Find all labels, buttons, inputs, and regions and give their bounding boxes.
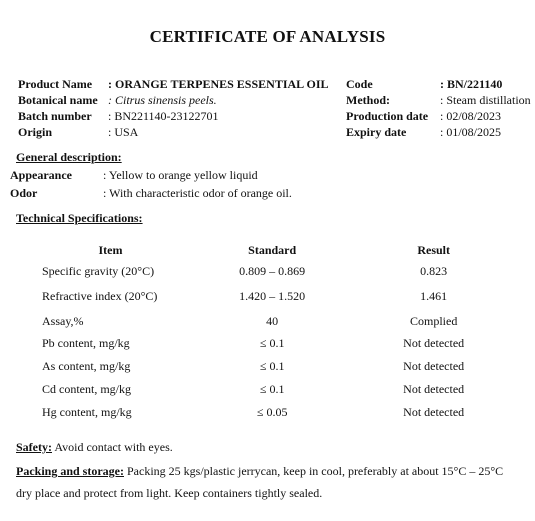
info-label: Batch number: [18, 109, 92, 123]
info-label: Method:: [346, 93, 390, 107]
info-value: : Citrus sinensis peels.: [108, 93, 217, 107]
safety-note: [16, 436, 521, 458]
header-result: Result: [417, 242, 450, 257]
cell-item: Hg content, mg/kg: [42, 404, 132, 419]
table-row: [32, 333, 512, 356]
cell-item: Refractive index (20°C): [42, 288, 158, 303]
info-label: Production date: [346, 109, 429, 123]
info-row-origin: [18, 124, 329, 140]
cell-standard: ≤ 0.1: [259, 336, 285, 351]
cell-item: As content, mg/kg: [42, 359, 131, 374]
appearance-label: Appearance: [10, 168, 72, 182]
safety-text: Avoid contact with eyes.: [52, 440, 173, 454]
info-label: Expiry date: [346, 125, 407, 139]
info-row-botanical-name: [18, 92, 329, 108]
header-item: Item: [98, 242, 123, 257]
info-row-method: [346, 92, 531, 108]
cell-result: 0.823: [420, 263, 448, 278]
info-label: Code: [346, 77, 373, 91]
table-row: [32, 401, 512, 424]
info-row-production-date: [346, 108, 531, 124]
product-info-left: [18, 76, 329, 140]
info-row-batch-number: [18, 108, 329, 124]
cell-standard: 1.420 – 1.520: [239, 288, 306, 303]
cell-result: 1.461: [420, 288, 448, 303]
cell-result: Not detected: [403, 359, 465, 374]
packing-storage-note: [16, 460, 521, 504]
table-row: [32, 310, 512, 333]
packing-label: Packing and storage:: [16, 464, 124, 478]
general-description: [10, 166, 292, 202]
cell-item: Specific gravity (20°C): [42, 263, 155, 278]
safety-label: Safety:: [16, 440, 52, 454]
cell-result: Complied: [410, 313, 458, 328]
product-info-right: [346, 76, 531, 140]
cell-result: Not detected: [403, 382, 465, 397]
cell-standard: 0.809 – 0.869: [239, 263, 306, 278]
info-value: : BN221140-23122701: [108, 109, 219, 123]
info-value: : ORANGE TERPENES ESSENTIAL OIL: [108, 77, 329, 91]
header-standard: Standard: [248, 242, 297, 257]
specifications-table: [32, 240, 512, 424]
odor-row: [10, 184, 292, 202]
table-row: [32, 260, 512, 283]
technical-specifications-heading: Technical Specifications:: [16, 211, 143, 225]
cell-result: Not detected: [403, 336, 465, 351]
info-row-product-name: [18, 76, 329, 92]
info-row-code: [346, 76, 531, 92]
info-value: : BN/221140: [440, 77, 503, 91]
cell-standard: 40: [266, 313, 279, 328]
table-row: [32, 378, 512, 401]
cell-item: Assay,%: [42, 313, 84, 328]
table-row: [32, 283, 512, 310]
cell-standard: ≤ 0.05: [256, 404, 288, 419]
info-value: : 01/08/2025: [440, 125, 502, 139]
appearance-row: [10, 166, 292, 184]
cell-standard: ≤ 0.1: [259, 382, 285, 397]
info-value: : Steam distillation: [440, 93, 531, 107]
packing-text: Packing 25 kgs/plastic jerrycan, keep in cool, preferably at about 15°C – 25°C dry place and protect from light. Keep containers tightly sealed.: [16, 464, 504, 500]
document-title: CERTIFICATE OF ANALYSIS: [149, 27, 386, 46]
info-row-expiry-date: [346, 124, 531, 140]
cell-item: Cd content, mg/kg: [42, 382, 131, 397]
cell-standard: ≤ 0.1: [259, 359, 285, 374]
cell-result: Not detected: [403, 404, 465, 419]
table-header-row: [32, 240, 512, 260]
info-label: Botanical name: [18, 93, 98, 107]
odor-label: Odor: [10, 186, 38, 200]
info-label: Origin: [18, 125, 53, 139]
odor-value: : With characteristic odor of orange oil.: [103, 186, 292, 200]
info-value: : USA: [108, 125, 139, 139]
cell-item: Pb content, mg/kg: [42, 336, 130, 351]
table-row: [32, 355, 512, 378]
general-description-heading: General description:: [16, 150, 122, 164]
info-label: Product Name: [18, 77, 93, 91]
info-value: : 02/08/2023: [440, 109, 502, 123]
appearance-value: : Yellow to orange yellow liquid: [103, 168, 258, 182]
